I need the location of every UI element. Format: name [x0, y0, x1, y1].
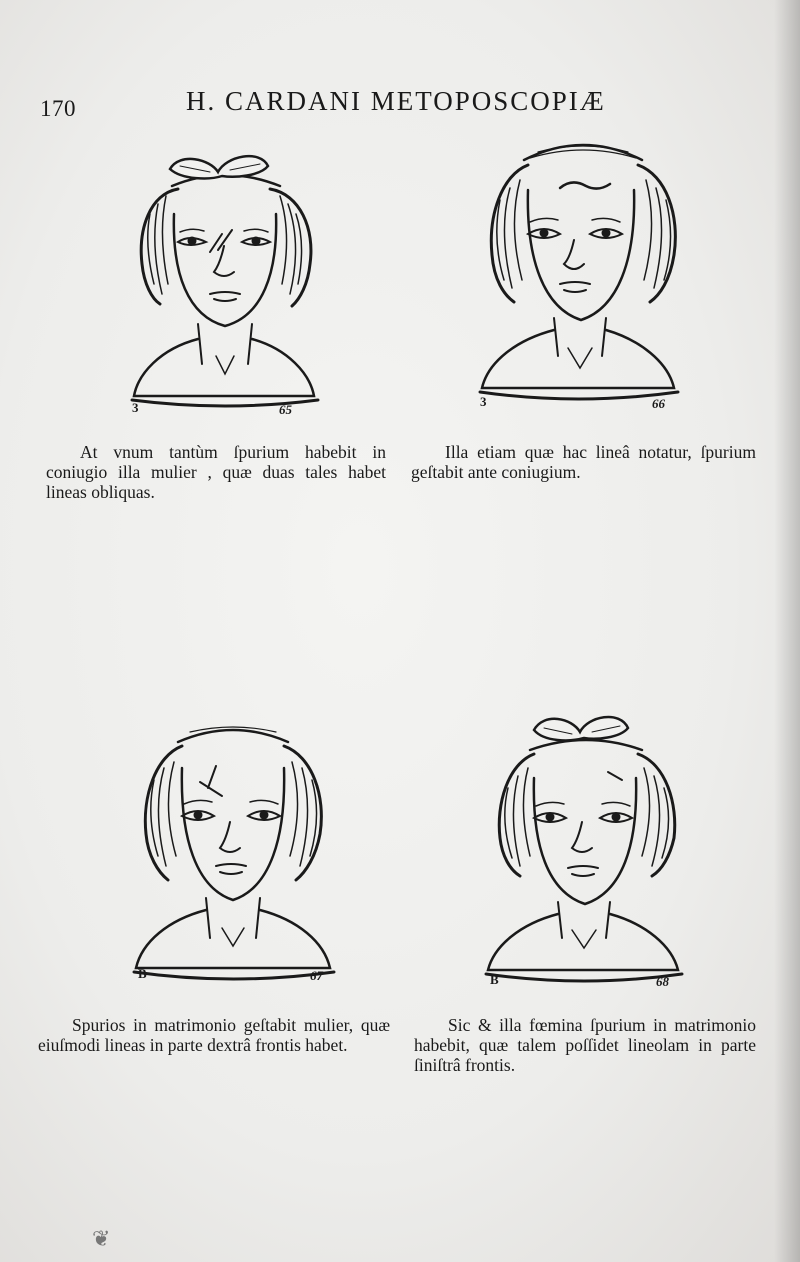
figure-number: 67 [310, 968, 323, 983]
portrait-figure-68 [472, 706, 702, 996]
caption-figure-68: Sic & illa fœmina ſpurium in matrimonio habebit, quæ talem poſſidet lineolam in parte ſiniſtrâ frontis. [414, 1015, 756, 1075]
portrait-figure-66 [468, 130, 698, 420]
portrait-figure-67 [118, 716, 348, 1006]
page-number: 170 [40, 96, 76, 121]
running-head: H. CARDANI METOPOSCOPIÆ [186, 86, 606, 116]
fleuron-icon: ❦ [92, 1226, 111, 1251]
figure-signature: 3 [132, 400, 139, 415]
portrait-figure-65 [110, 134, 340, 424]
figure-number: 66 [652, 396, 665, 411]
figure-signature: B [138, 966, 147, 981]
caption-figure-66: Illa etiam quæ hac lineâ notatur, ſpurium geſtabit ante coniugium. [411, 442, 756, 482]
caption-figure-65: At vnum tantùm ſpurium habebit in coniugio illa mulier , quæ duas tales habet lineas obliquas. [46, 442, 386, 502]
page-edge-shadow [774, 0, 800, 1262]
figure-signature: 3 [480, 394, 487, 409]
caption-figure-67: Spurios in matrimonio geſtabit mulier, quæ eiuſmodi lineas in parte dextrâ frontis habet. [38, 1015, 390, 1055]
figure-number: 65 [279, 402, 292, 417]
figure-signature: B [490, 972, 499, 987]
figure-number: 68 [656, 974, 669, 989]
